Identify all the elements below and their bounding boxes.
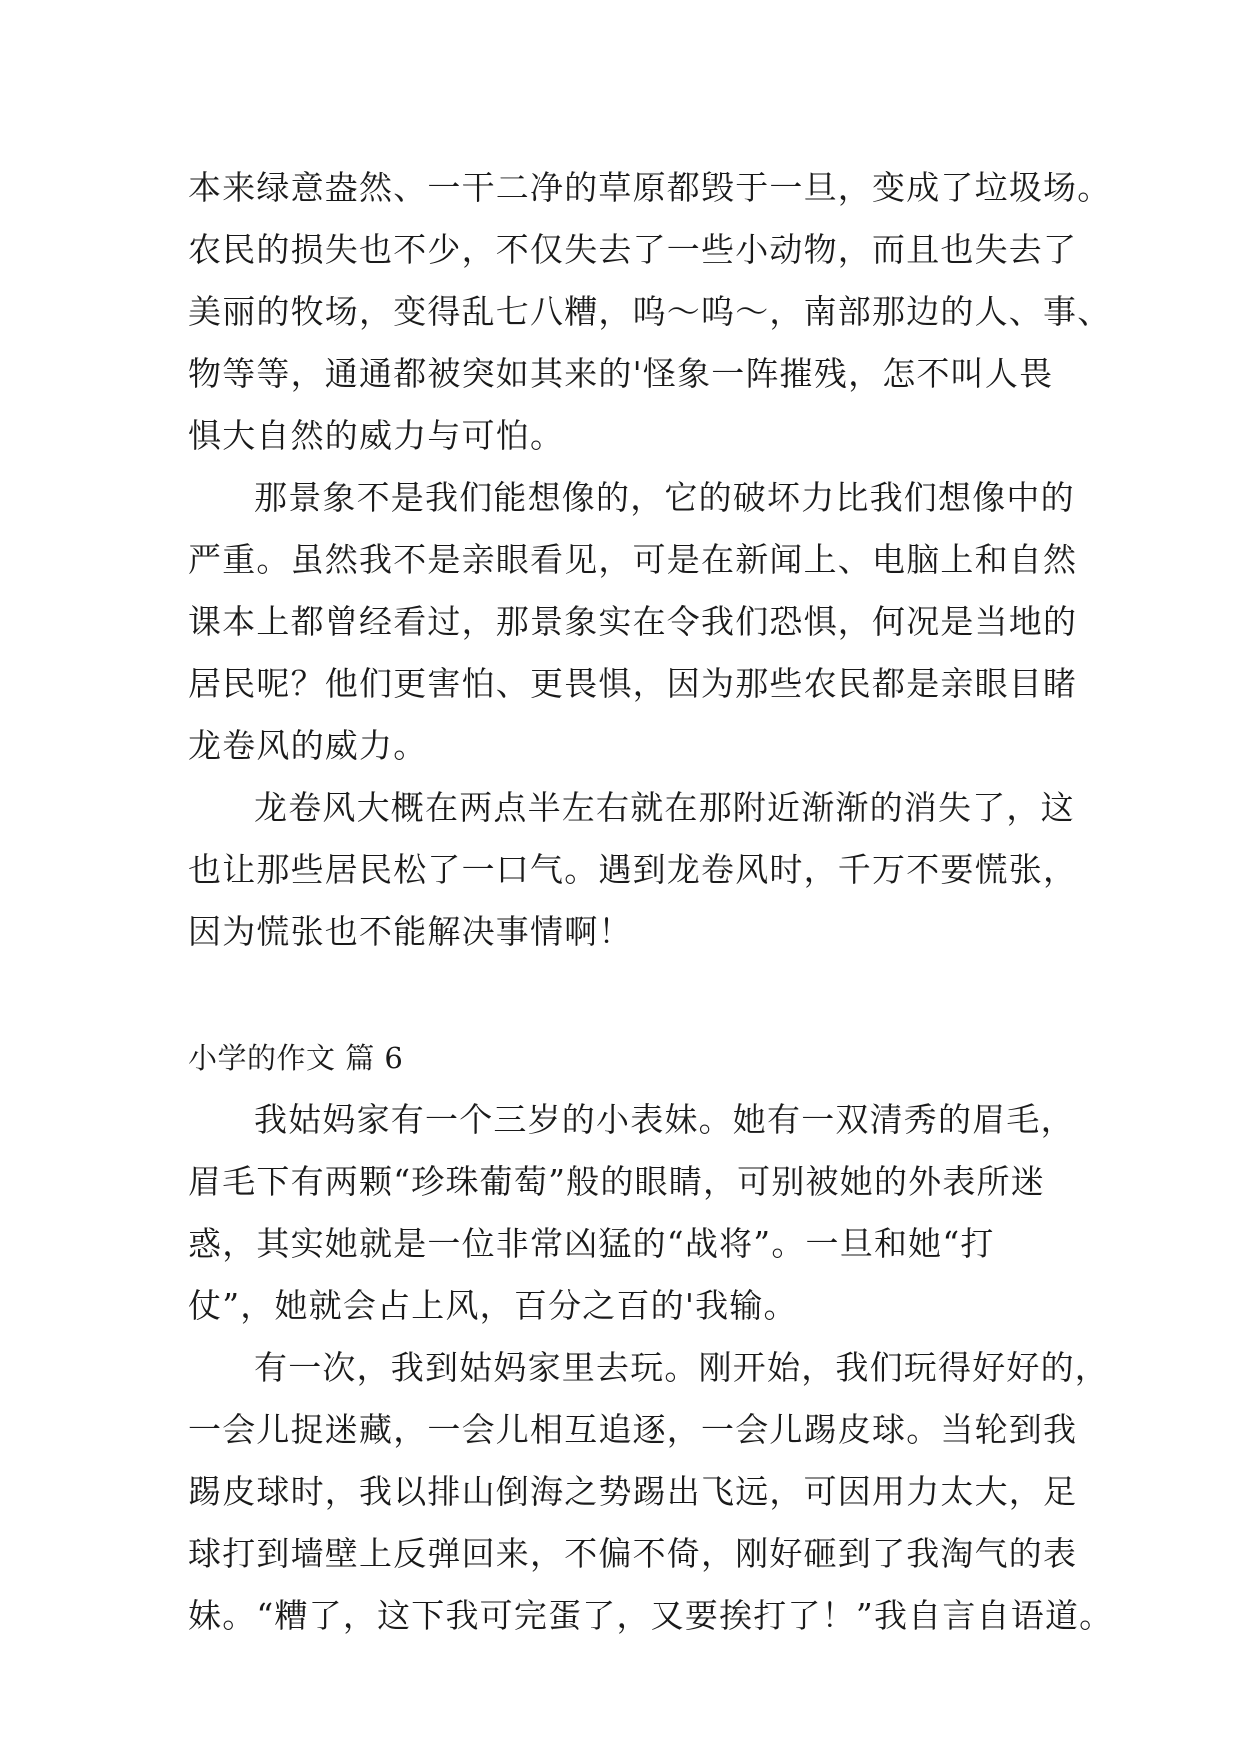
text-line: 那景象不是我们能想像的，它的破坏力比我们想像中的 bbox=[254, 478, 1075, 517]
text-line: 也让那些居民松了一口气。遇到龙卷风时，千万不要慌张， bbox=[188, 850, 1078, 889]
text-line: 惑，其实她就是一位非常凶猛的“战将”。一旦和她“打 bbox=[188, 1224, 995, 1263]
text-line: 课本上都曾经看过，那景象实在令我们恐惧，何况是当地的 bbox=[188, 602, 1078, 641]
text-line: 居民呢？他们更害怕、更畏惧，因为那些农民都是亲眼目睹 bbox=[188, 664, 1078, 703]
section-spacer bbox=[188, 963, 1060, 1027]
text-line: 妹。“糟了，这下我可完蛋了，又要挨打了！”我自言自语道。 bbox=[188, 1596, 1114, 1635]
paragraph-scene-unimaginable bbox=[188, 467, 1078, 777]
text-line: 踢皮球时，我以排山倒海之势踢出飞远，可因用力太大，足 bbox=[188, 1472, 1078, 1511]
paragraph-little-cousin bbox=[188, 1089, 1075, 1337]
text-line: 龙卷风大概在两点半左右就在那附近渐渐的消失了，这 bbox=[254, 788, 1075, 827]
paragraph-tornado-disappears bbox=[188, 777, 1078, 963]
text-line: 球打到墙壁上反弹回来，不偏不倚，刚好砸到了我淘气的表 bbox=[188, 1534, 1078, 1573]
document-body bbox=[188, 157, 1114, 1647]
text-line: 有一次，我到姑妈家里去玩。刚开始，我们玩得好好的， bbox=[254, 1348, 1109, 1387]
text-line: 本来绿意盎然、一干二净的草原都毁于一旦，变成了垃圾场。 bbox=[188, 168, 1112, 207]
text-line: 仗”，她就会占上风，百分之百的'我输。 bbox=[188, 1286, 798, 1325]
text-line: 一会儿捉迷藏，一会儿相互追逐，一会儿踢皮球。当轮到我 bbox=[188, 1410, 1078, 1449]
text-line: 农民的损失也不少，不仅失去了一些小动物，而且也失去了 bbox=[188, 230, 1078, 269]
section-heading: 小学的作文 篇 6 bbox=[188, 1041, 404, 1075]
text-line: 严重。虽然我不是亲眼看见，可是在新闻上、电脑上和自然 bbox=[188, 540, 1078, 579]
paragraph-playing-ball bbox=[188, 1337, 1114, 1647]
text-line: 美丽的牧场，变得乱七八糟，呜～呜～，南部那边的人、事、 bbox=[188, 292, 1112, 331]
text-line: 我姑妈家有一个三岁的小表妹。她有一双清秀的眉毛， bbox=[254, 1100, 1075, 1139]
text-line: 龙卷风的威力。 bbox=[188, 726, 428, 765]
text-line: 眉毛下有两颗“珍珠葡萄”般的眼睛，可别被她的外表所迷 bbox=[188, 1162, 1045, 1201]
text-line: 因为慌张也不能解决事情啊！ bbox=[188, 912, 633, 951]
text-line: 物等等，通通都被突如其来的'怪象一阵摧残，怎不叫人畏 bbox=[188, 354, 1054, 393]
text-line: 惧大自然的威力与可怕。 bbox=[188, 416, 565, 455]
paragraph-tornado-damage bbox=[188, 157, 1112, 467]
